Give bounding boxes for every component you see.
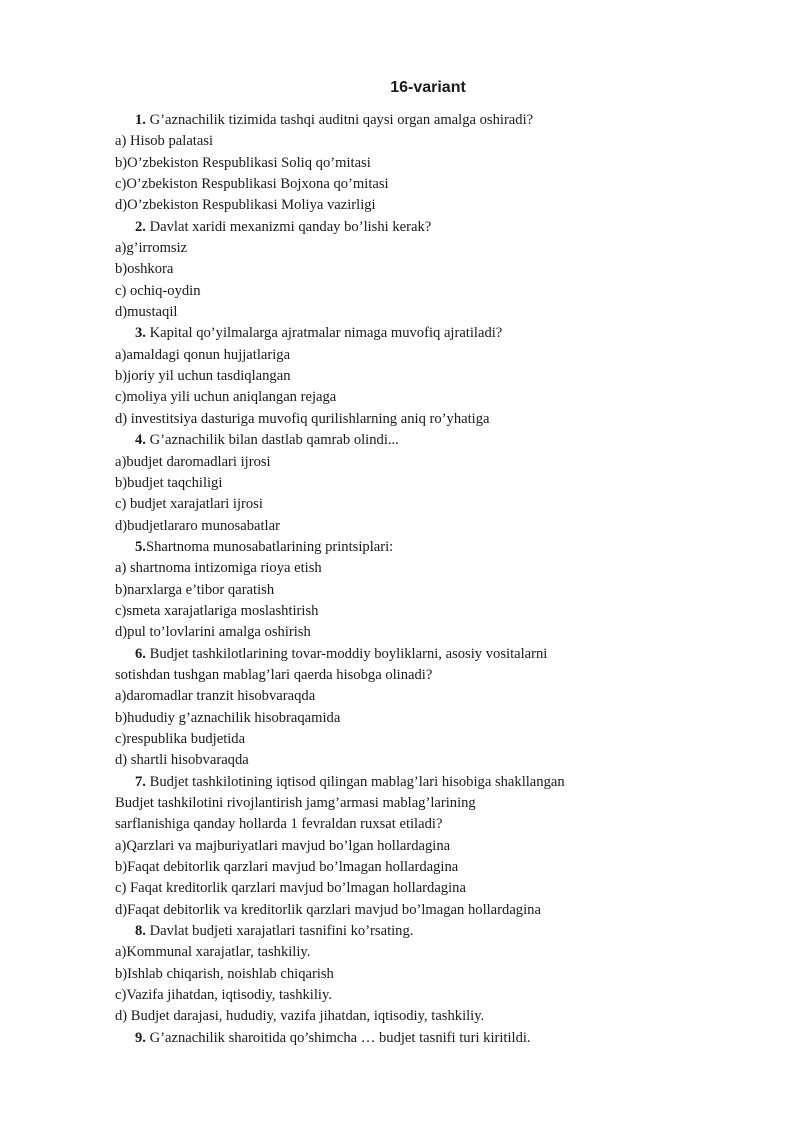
- question-block: [115, 1028, 635, 1049]
- question-number: 7.: [135, 773, 146, 790]
- question-text: [115, 1028, 635, 1049]
- question-text: [115, 217, 635, 238]
- answer-option: a)Kommunal xarajatlar, tashkiliy.: [115, 944, 311, 961]
- question-number: 6.: [135, 645, 146, 662]
- question-number: 4.: [135, 432, 146, 449]
- question-text: [115, 430, 635, 451]
- answer-option: d)pul to’lovlarini amalga oshirish: [115, 624, 311, 641]
- answer-option: a)g’irromsiz: [115, 240, 188, 257]
- answer-option: b)narxlarga e’tibor qaratish: [115, 581, 275, 598]
- question-number: 1.: [135, 112, 146, 128]
- question-text: [115, 644, 635, 665]
- question-line: sotishdan tushgan mablag’lari qaerda hisobga olinadi?: [115, 666, 433, 683]
- question-list: [115, 110, 635, 1049]
- answer-option: d) shartli hisobvaraqda: [115, 752, 249, 769]
- question-line: Davlat budjeti xarajatlari tasnifini ko’rsating.: [145, 923, 414, 940]
- question-text-continuation: [115, 814, 635, 835]
- answer-option: b)budjet taqchiligi: [115, 474, 223, 491]
- answer-option: c)Vazifa jihatdan, iqtisodiy, tashkiliy.: [115, 987, 332, 1004]
- question-line: Shartnoma munosabatlarining printsiplari:: [145, 538, 394, 555]
- answer-option: a) Hisob palatasi: [115, 133, 214, 150]
- question-text: [115, 772, 635, 793]
- question-block: [115, 921, 635, 1028]
- answer-option: c)moliya yili uchun aniqlangan rejaga: [115, 389, 337, 406]
- question-number: 2.: [135, 218, 146, 235]
- question-line: G’aznachilik tizimida tashqi auditni qaysi organ amalga oshiradi?: [145, 112, 534, 128]
- answer-option: a) shartnoma intizomiga rioya etish: [115, 560, 322, 577]
- question-block: [115, 430, 635, 537]
- question-text-continuation: [115, 793, 635, 814]
- question-line: Davlat xaridi mexanizmi qanday bo’lishi kerak?: [145, 218, 432, 235]
- answer-option: d)Faqat debitorlik va kreditorlik qarzlari mavjud bo’lmagan hollardagina: [115, 901, 541, 918]
- question-text-continuation: [115, 665, 635, 686]
- answer-option: d) Budjet darajasi, hududiy, vazifa jihatdan, iqtisodiy, tashkiliy.: [115, 1008, 485, 1025]
- answer-option: c)smeta xarajatlariga moslashtirish: [115, 602, 319, 619]
- answer-option: c) budjet xarajatlari ijrosi: [115, 496, 263, 513]
- answer-option: a)Qarzlari va majburiyatlari mavjud bo’lgan hollardagina: [115, 837, 451, 854]
- answer-option: c)O’zbekiston Respublikasi Bojxona qo’mitasi: [115, 176, 389, 193]
- question-block: [115, 772, 635, 921]
- question-number: 3.: [135, 325, 146, 342]
- question-number: 8.: [135, 923, 146, 940]
- question-text: [115, 921, 635, 942]
- question-number: 5.: [135, 538, 146, 555]
- question-line: Budjet tashkilotlarining tovar-moddiy boyliklarni, asosiy vositalarni: [145, 645, 548, 662]
- page-title: 16-variant: [390, 79, 466, 96]
- answer-option: b)O’zbekiston Respublikasi Soliq qo’mitasi: [115, 154, 371, 171]
- answer-option: d)budjetlararo munosabatlar: [115, 517, 280, 534]
- answer-option: d)mustaqil: [115, 304, 178, 321]
- question-line: Kapital qo’yilmalarga ajratmalar nimaga muvofiq ajratiladi?: [145, 325, 503, 342]
- question-number: 9.: [135, 1029, 146, 1046]
- answer-option: a)daromadlar tranzit hisobvaraqda: [115, 688, 316, 705]
- answer-option: d) investitsiya dasturiga muvofiq qurilishlarning aniq ro’yhatiga: [115, 410, 490, 427]
- answer-option: b)oshkora: [115, 261, 174, 278]
- question-block: [115, 537, 635, 644]
- answer-option: c) ochiq-oydin: [115, 282, 201, 299]
- answer-option: b)joriy yil uchun tasdiqlangan: [115, 368, 291, 385]
- answer-option: a)budjet daromadlari ijrosi: [115, 453, 271, 470]
- question-line: G’aznachilik sharoitida qo’shimcha … budjet tasnifi turi kiritildi.: [145, 1029, 531, 1046]
- answer-option: c) Faqat kreditorlik qarzlari mavjud bo’lmagan hollardagina: [115, 880, 466, 897]
- question-line: Budjet tashkilotini rivojlantirish jamg’armasi mablag’larining: [115, 795, 476, 811]
- answer-option: c)respublika budjetida: [115, 730, 246, 747]
- question-block: [115, 644, 635, 772]
- question-text: [115, 110, 635, 131]
- question-text: [115, 537, 635, 558]
- question-block: [115, 217, 635, 324]
- question-text: [115, 323, 635, 344]
- answer-option: d)O’zbekiston Respublikasi Moliya vazirligi: [115, 197, 376, 214]
- answer-option: b)hududiy g’aznachilik hisobraqamida: [115, 709, 341, 726]
- question-line: G’aznachilik bilan dastlab qamrab olindi...: [145, 432, 399, 449]
- answer-option: a)amaldagi qonun hujjatlariga: [115, 346, 291, 363]
- question-block: [115, 323, 635, 430]
- question-line: Budjet tashkilotining iqtisod qilingan mablag’lari hisobiga shakllangan: [145, 773, 565, 790]
- question-line: sarflanishiga qanday hollarda 1 fevraldan ruxsat etiladi?: [115, 816, 443, 833]
- answer-option: b)Ishlab chiqarish, noishlab chiqarish: [115, 965, 334, 982]
- question-block: [115, 110, 635, 217]
- answer-option: b)Faqat debitorlik qarzlari mavjud bo’lmagan hollardagina: [115, 859, 459, 876]
